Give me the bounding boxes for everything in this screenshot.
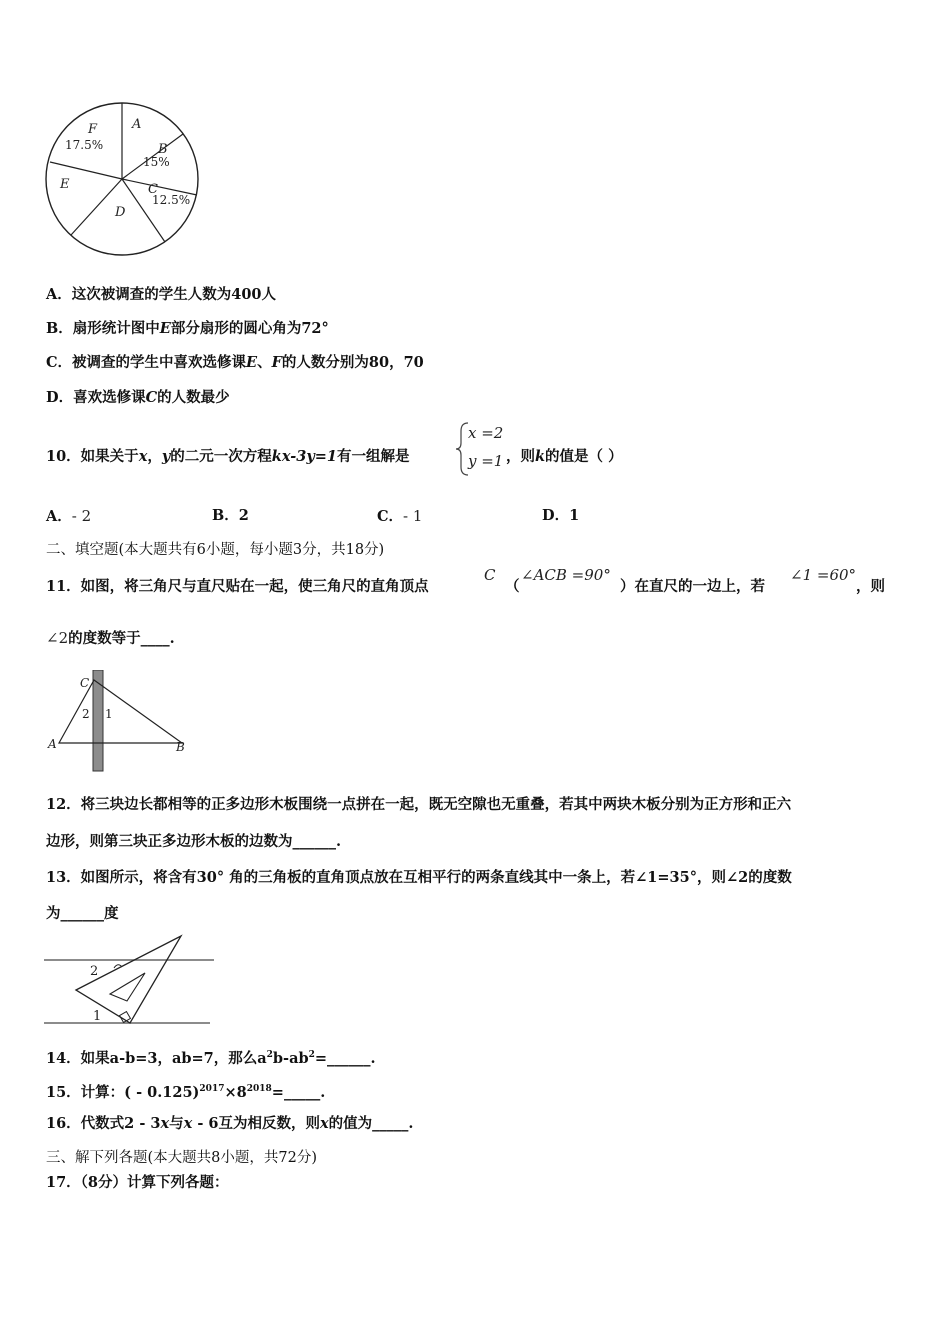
q15-pre: 15．计算：( - 0.125) — [46, 1084, 200, 1101]
q13-parallel-lines-figure — [44, 934, 219, 1029]
q10-option-a-label: A． — [46, 508, 72, 525]
pie-pct-b: 15% — [143, 155, 170, 169]
pie-pct-f: 17.5% — [65, 138, 104, 152]
q15-post: =_____. — [271, 1084, 326, 1101]
q11-stem-mid: ）在直尺的一边上，若 — [620, 578, 765, 595]
q11-line2 — [46, 629, 175, 648]
q17: 17．（8分）计算下列各题： — [46, 1174, 229, 1191]
q10-y: y — [161, 448, 171, 465]
q16-x2: x — [183, 1115, 193, 1132]
pie-label-c: C — [148, 182, 158, 197]
q9-option-b — [46, 320, 329, 338]
q14-sup2: 2 — [308, 1050, 315, 1060]
pie-label-a: A — [132, 117, 142, 132]
q10-stem — [46, 448, 410, 466]
q9-option-d-post: 的人数最少 — [157, 389, 230, 406]
q11-label-2: 2 — [82, 707, 90, 721]
q10-option-d: D．1 — [542, 507, 580, 524]
q9-option-c-text: C．被调查的学生中喜欢选修课 — [46, 354, 247, 371]
q16 — [46, 1115, 413, 1133]
q11-angle-2: ∠2 — [46, 629, 69, 647]
q13-line1: 13．如图所示，将含有30° 角的三角板的直角顶点放在互相平行的两条直线其中一条上，若∠1=35°，则∠2的度数 — [46, 869, 792, 886]
q11-label-a: A — [48, 737, 57, 751]
section-2-heading: 二、填空题(本大题共有6小题，每小题3分，共18分) — [46, 542, 385, 558]
q16-post: 的值为_____. — [328, 1115, 414, 1132]
q16-mid2: - 6互为相反数，则 — [192, 1115, 320, 1132]
q10-system-line2: y =1 — [468, 452, 504, 470]
q14-post: =______. — [314, 1050, 376, 1067]
q10-option-c-value: - 1 — [403, 507, 423, 525]
q9-option-a: A．这次被调查的学生人数为400人 — [46, 286, 277, 303]
pie-label-e: E — [60, 177, 70, 192]
q16-x1: x — [160, 1115, 170, 1132]
q10-system-line1: x =2 — [468, 424, 504, 442]
q15-sup2: 2018 — [246, 1084, 272, 1094]
q10-option-a — [46, 507, 91, 526]
q14 — [46, 1046, 376, 1068]
q11-label-1: 1 — [105, 707, 113, 721]
q9-option-d-var: C — [145, 389, 158, 406]
q10-option-b: B．2 — [212, 507, 249, 524]
q11-stem-post: ，则 — [856, 578, 885, 595]
q10-mid2: 有一组解是 — [337, 448, 410, 465]
q10-pre: 10．如果关于 — [46, 448, 139, 465]
q9-option-c — [46, 354, 424, 372]
q11-angle-acb: ∠ACB =90° — [521, 566, 611, 584]
q11-stem-pre: 11．如图，将三角尺与直尺贴在一起，使三角尺的直角顶点 — [46, 578, 429, 595]
q10-option-c-label: C． — [377, 508, 404, 525]
q10-tail — [506, 448, 623, 466]
q12-line1: 12．将三块边长都相等的正多边形木板围绕一点拼在一起，既无空隙也无重叠，若其中两块木板分别为正方形和正六 — [46, 796, 792, 813]
q11-vertex-c: C — [484, 566, 496, 584]
q10-mid: 的二元一次方程 — [170, 448, 272, 465]
q11-angle-1: ∠1 =60° — [790, 566, 857, 584]
q14-sup1: 2 — [266, 1050, 273, 1060]
q9-option-c-f: F — [271, 354, 282, 371]
q9-option-c-post: 的人数分别为80，70 — [281, 354, 424, 371]
q11-line2-text: 的度数等于____. — [68, 630, 175, 647]
pie-label-d: D — [115, 205, 126, 220]
q11-label-b: B — [176, 740, 185, 754]
q10-option-c — [377, 507, 422, 526]
q15 — [46, 1080, 325, 1102]
q10-post2: 的值是（ ） — [545, 448, 623, 465]
q13-label-1: 1 — [93, 1009, 102, 1024]
q10-equation: kx-3y=1 — [271, 448, 337, 465]
q11-triangle-ruler-figure — [44, 670, 194, 775]
q12-line2: 边形，则第三块正多边形木板的边数为______. — [46, 833, 342, 850]
pie-label-b: B — [158, 142, 168, 157]
q15-mid: ×8 — [224, 1084, 247, 1101]
q9-option-d — [46, 389, 230, 407]
set-square-inner — [110, 973, 145, 1001]
q14-pre: 14．如果a-b=3，ab=7，那么a — [46, 1050, 267, 1067]
pie-label-f: F — [88, 122, 98, 137]
q9-option-c-sep: 、 — [257, 354, 272, 371]
q16-pre: 16．代数式2 - 3 — [46, 1115, 161, 1132]
q10-comma: ， — [147, 448, 162, 465]
q16-mid: 与 — [169, 1115, 184, 1132]
q11-label-c: C — [80, 676, 90, 690]
section-3-heading: 三、解下列各题(本大题共8小题，共72分) — [46, 1150, 317, 1166]
q10-x: x — [138, 448, 148, 465]
q11-paren-open: （ — [505, 578, 520, 595]
pie-chart-figure — [40, 98, 210, 263]
q9-option-d-text: D．喜欢选修课 — [46, 389, 146, 406]
q9-option-b-post: 部分扇形的圆心角为72° — [170, 320, 329, 337]
q15-sup1: 2017 — [199, 1084, 225, 1094]
set-square-outer — [76, 936, 181, 1023]
q9-option-b-var: E — [159, 320, 171, 337]
q14-mid: b-ab — [272, 1050, 309, 1067]
q9-option-c-e: E — [246, 354, 258, 371]
q10-post: ，则 — [506, 448, 535, 465]
pie-pct-c: 12.5% — [152, 193, 191, 207]
triangle-shape — [59, 680, 182, 743]
q13-label-2: 2 — [90, 964, 99, 979]
q9-option-b-text: B．扇形统计图中 — [46, 320, 160, 337]
q10-k: k — [535, 448, 546, 465]
q16-x3: x — [320, 1115, 329, 1132]
q10-option-a-value: - 2 — [71, 507, 92, 525]
q13-line2: 为______度 — [46, 905, 119, 922]
